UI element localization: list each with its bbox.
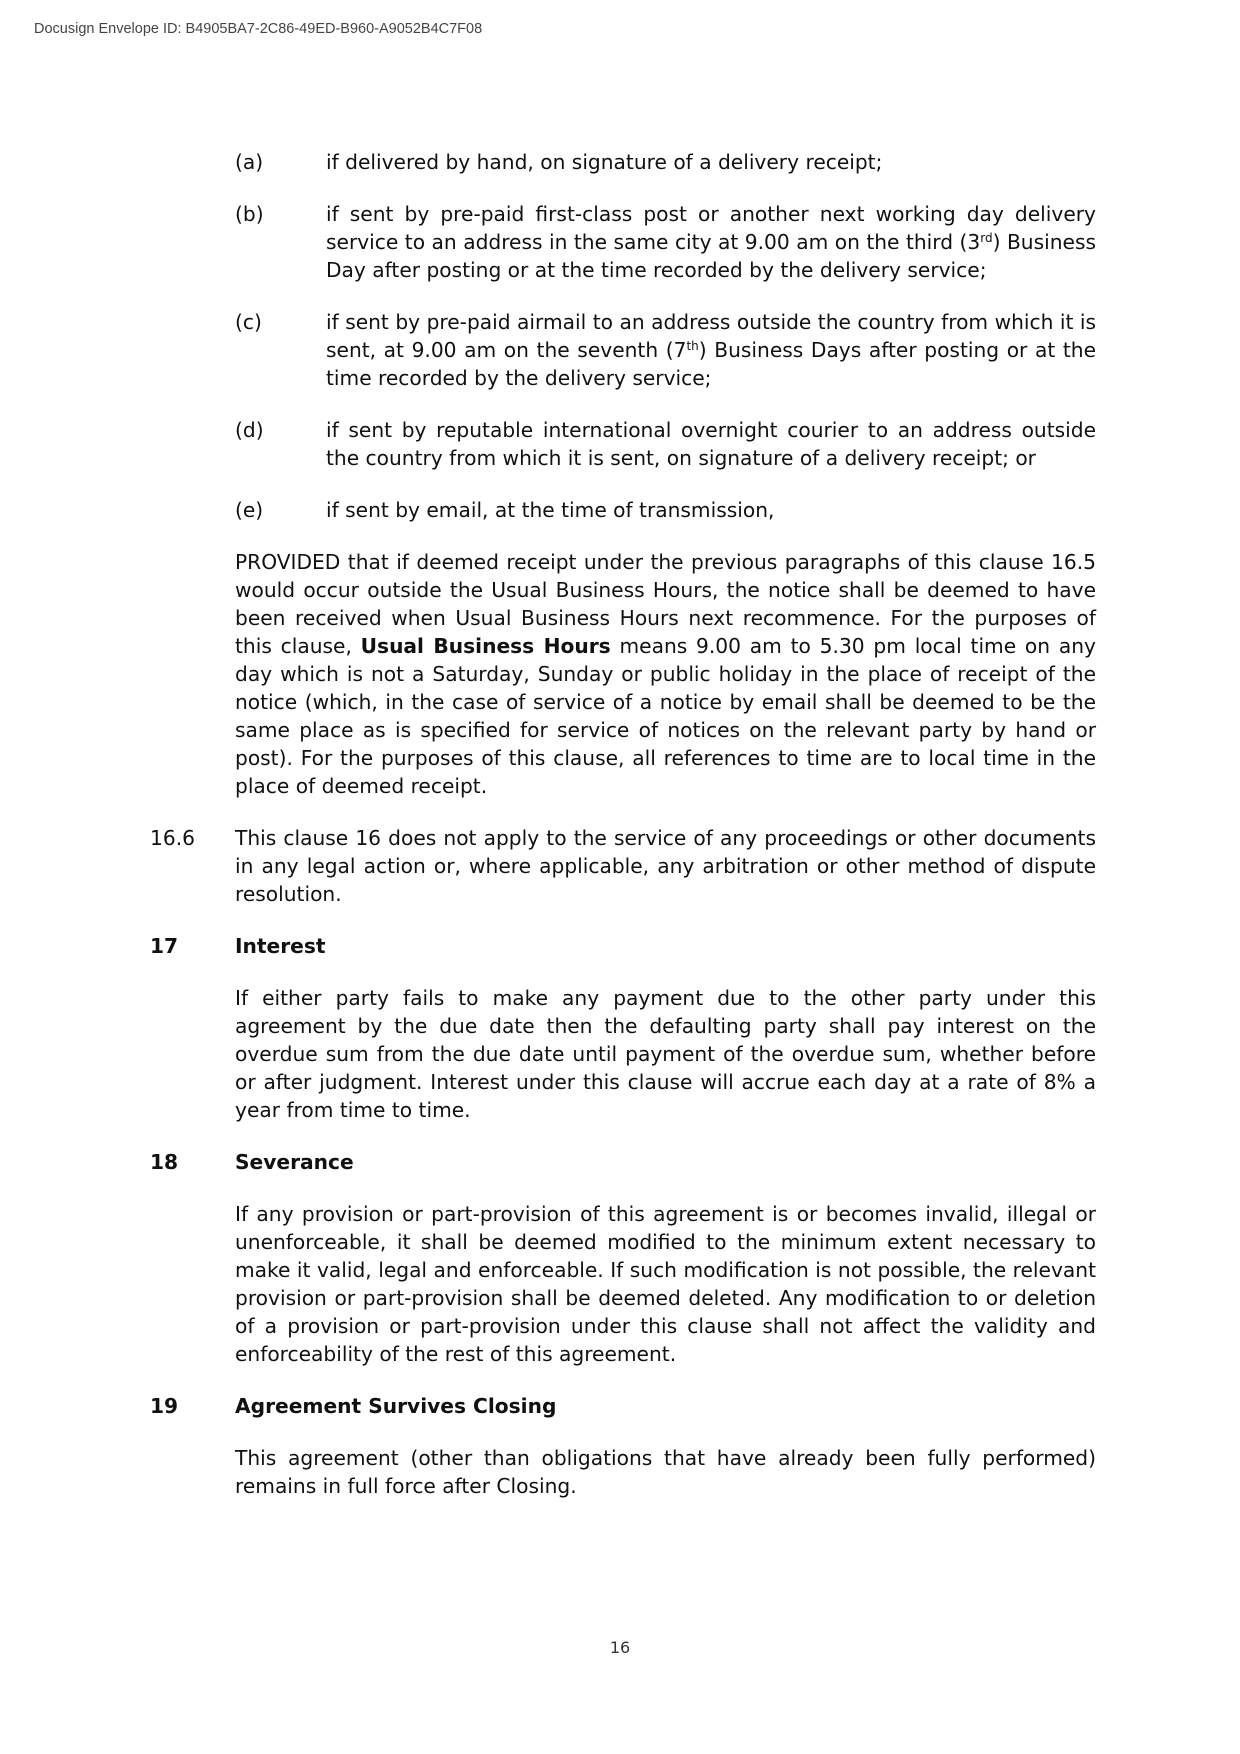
clause-16-6 bbox=[150, 824, 1096, 908]
ordinal-suffix: rd bbox=[980, 231, 993, 245]
section-text: If any provision or part-provision of this agreement is or becomes invalid, illegal or unenforceable, it shall be deemed modified to the minimum extent necessary to make it valid, legal and enforceable. If such modification is not possible, the relevant provision or part-provision shall be deemed deleted. Any modification to or deletion of a provision or part-provision under this clause shall not affect the validity and enforceability of the rest of this agreement. bbox=[235, 1202, 1096, 1366]
text-part: ) Business Day after posting or at the time recorded by the delivery service; bbox=[326, 230, 1096, 282]
subclause-label: (b) bbox=[235, 202, 264, 226]
text-part: ) Business Days after posting or at the time recorded by the delivery service; bbox=[326, 338, 1096, 390]
page-number: 16 bbox=[609, 1638, 631, 1657]
section-number: 19 bbox=[150, 1394, 179, 1418]
defined-term: Usual Business Hours bbox=[360, 634, 611, 658]
text-part: PROVIDED that if deemed receipt under the previous paragraphs of this clause 16.5 would occur outside the Usual Business Hours, the notice shall be deemed to have been received when Usual Business Hours next recommence. For the purposes of this clause, bbox=[235, 550, 1096, 658]
ordinal-suffix: th bbox=[686, 339, 699, 353]
clause-number: 16.6 bbox=[150, 826, 195, 850]
section-title: Agreement Survives Closing bbox=[235, 1394, 557, 1418]
section-heading-18 bbox=[150, 1148, 1096, 1176]
subclause-d bbox=[150, 416, 1096, 472]
subclause-text bbox=[326, 200, 1096, 284]
section-text: If either party fails to make any payment due to the other party under this agreement by the due date then the defaulting party shall pay interest on the overdue sum from the due date until payment of the overdue sum, whether before or after judgment. Interest under this clause will accrue each day at a rate of 8% a year from time to time. bbox=[235, 986, 1096, 1122]
clause-text: This clause 16 does not apply to the service of any proceedings or other documents in any legal action or, where applicable, any arbitration or other method of dispute resolution. bbox=[235, 826, 1096, 906]
subclause-text: if sent by email, at the time of transmission, bbox=[326, 498, 775, 522]
text-part: if sent by pre-paid first-class post or another next working day delivery service to an address in the same city at 9.00 am on the third (3 bbox=[326, 202, 1096, 254]
subclause-c bbox=[150, 308, 1096, 392]
text-part: if sent by pre-paid airmail to an address outside the country from which it is sent, at 9.00 am on the seventh (7 bbox=[326, 310, 1096, 362]
section-title: Severance bbox=[235, 1150, 354, 1174]
subclause-b bbox=[150, 200, 1096, 284]
subclause-label: (e) bbox=[235, 498, 264, 522]
subclause-label: (d) bbox=[235, 418, 264, 442]
subclause-a bbox=[150, 148, 1096, 176]
subclause-text: if delivered by hand, on signature of a delivery receipt; bbox=[326, 150, 883, 174]
section-heading-19 bbox=[150, 1392, 1096, 1420]
section-text: This agreement (other than obligations that have already been fully performed) remains in full force after Closing. bbox=[235, 1446, 1096, 1498]
text-part: means 9.00 am to 5.30 pm local time on any day which is not a Saturday, Sunday or public holiday in the place of receipt of the notice (which, in the case of service of a notice by email shall be deemed to be the same place as is specified for service of notices on the relevant party by hand or post). For the purposes of this clause, all references to time are to local time in the place of deemed receipt. bbox=[235, 634, 1096, 798]
subclause-text: if sent by reputable international overnight courier to an address outside the country from which it is sent, on signature of a delivery receipt; or bbox=[326, 418, 1096, 470]
proviso-paragraph bbox=[235, 548, 1096, 800]
subclause-text bbox=[326, 308, 1096, 392]
section-title: Interest bbox=[235, 934, 326, 958]
subclause-label: (c) bbox=[235, 310, 262, 334]
section-heading-17 bbox=[150, 932, 1096, 960]
subclause-label: (a) bbox=[235, 150, 264, 174]
envelope-id: Docusign Envelope ID: B4905BA7-2C86-49ED-B960-A9052B4C7F08 bbox=[34, 21, 483, 37]
section-number: 18 bbox=[150, 1150, 179, 1174]
subclause-e bbox=[150, 496, 1096, 524]
section-number: 17 bbox=[150, 934, 179, 958]
document-body bbox=[150, 148, 1096, 1524]
